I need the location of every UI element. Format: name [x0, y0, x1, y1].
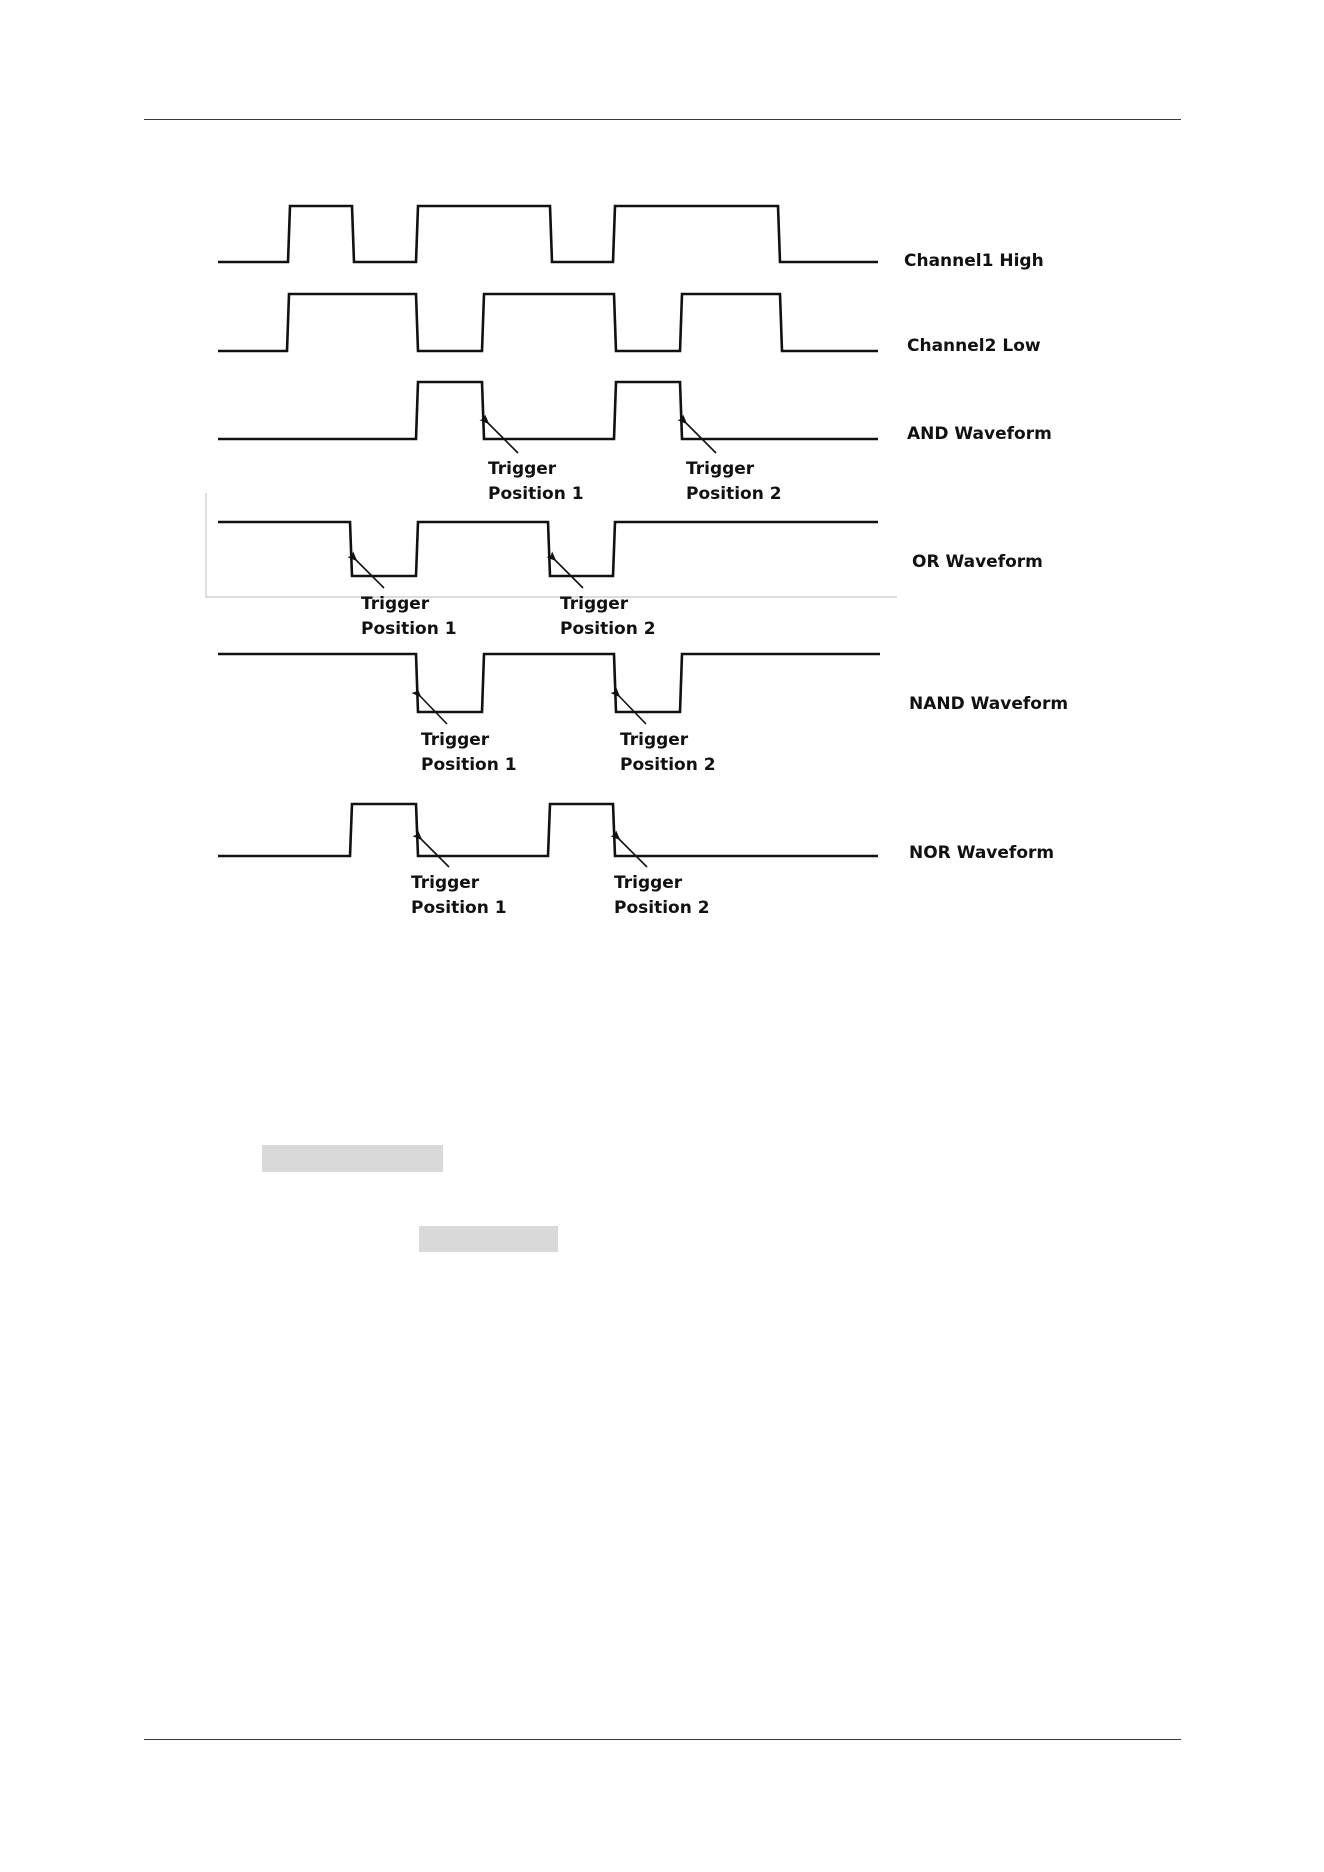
nor-trigger-2-arrow: [619, 839, 647, 867]
footer-rule: [144, 1739, 1181, 1740]
or-waveform-frame: [206, 493, 897, 597]
channel2-label: Channel2 Low: [907, 336, 1041, 356]
or-trigger-1-line1: Trigger: [361, 594, 430, 614]
or-trigger-1-line2: Position 1: [361, 619, 457, 639]
nand-waveform: [218, 654, 880, 712]
redacted-block-1: [262, 1145, 443, 1172]
channel1-waveform: [218, 206, 878, 262]
or-label: OR Waveform: [912, 552, 1043, 572]
channel1-label: Channel1 High: [904, 251, 1044, 271]
and-trigger-2-line2: Position 2: [686, 484, 782, 504]
and-trigger-1-line2: Position 1: [488, 484, 584, 504]
or-trigger-1-arrow: [356, 560, 384, 588]
nor-trigger-2-line2: Position 2: [614, 898, 710, 918]
nor-trigger-1-line2: Position 1: [411, 898, 507, 918]
channel2-waveform: [218, 294, 878, 351]
nand-trigger-1-arrow: [420, 696, 447, 724]
nor-trigger-1-arrow: [421, 839, 449, 867]
nand-trigger-1-line2: Position 1: [421, 755, 517, 775]
nand-trigger-2-line2: Position 2: [620, 755, 716, 775]
nand-trigger-1-line1: Trigger: [421, 730, 490, 750]
nand-trigger-2-line1: Trigger: [620, 730, 689, 750]
or-trigger-2-line1: Trigger: [560, 594, 629, 614]
or-trigger-2-line2: Position 2: [560, 619, 656, 639]
and-waveform: [218, 382, 878, 439]
or-waveform: [218, 522, 878, 576]
nor-trigger-2-line1: Trigger: [614, 873, 683, 893]
and-trigger-2-line1: Trigger: [686, 459, 755, 479]
nor-label: NOR Waveform: [909, 843, 1055, 863]
and-label: AND Waveform: [907, 424, 1052, 444]
redacted-block-2: [419, 1226, 558, 1252]
nand-trigger-2-arrow: [619, 696, 646, 724]
nand-label: NAND Waveform: [909, 694, 1069, 714]
nor-waveform: [218, 804, 878, 856]
nor-trigger-1-line1: Trigger: [411, 873, 480, 893]
and-trigger-1-line1: Trigger: [488, 459, 557, 479]
or-trigger-2-arrow: [555, 560, 583, 588]
